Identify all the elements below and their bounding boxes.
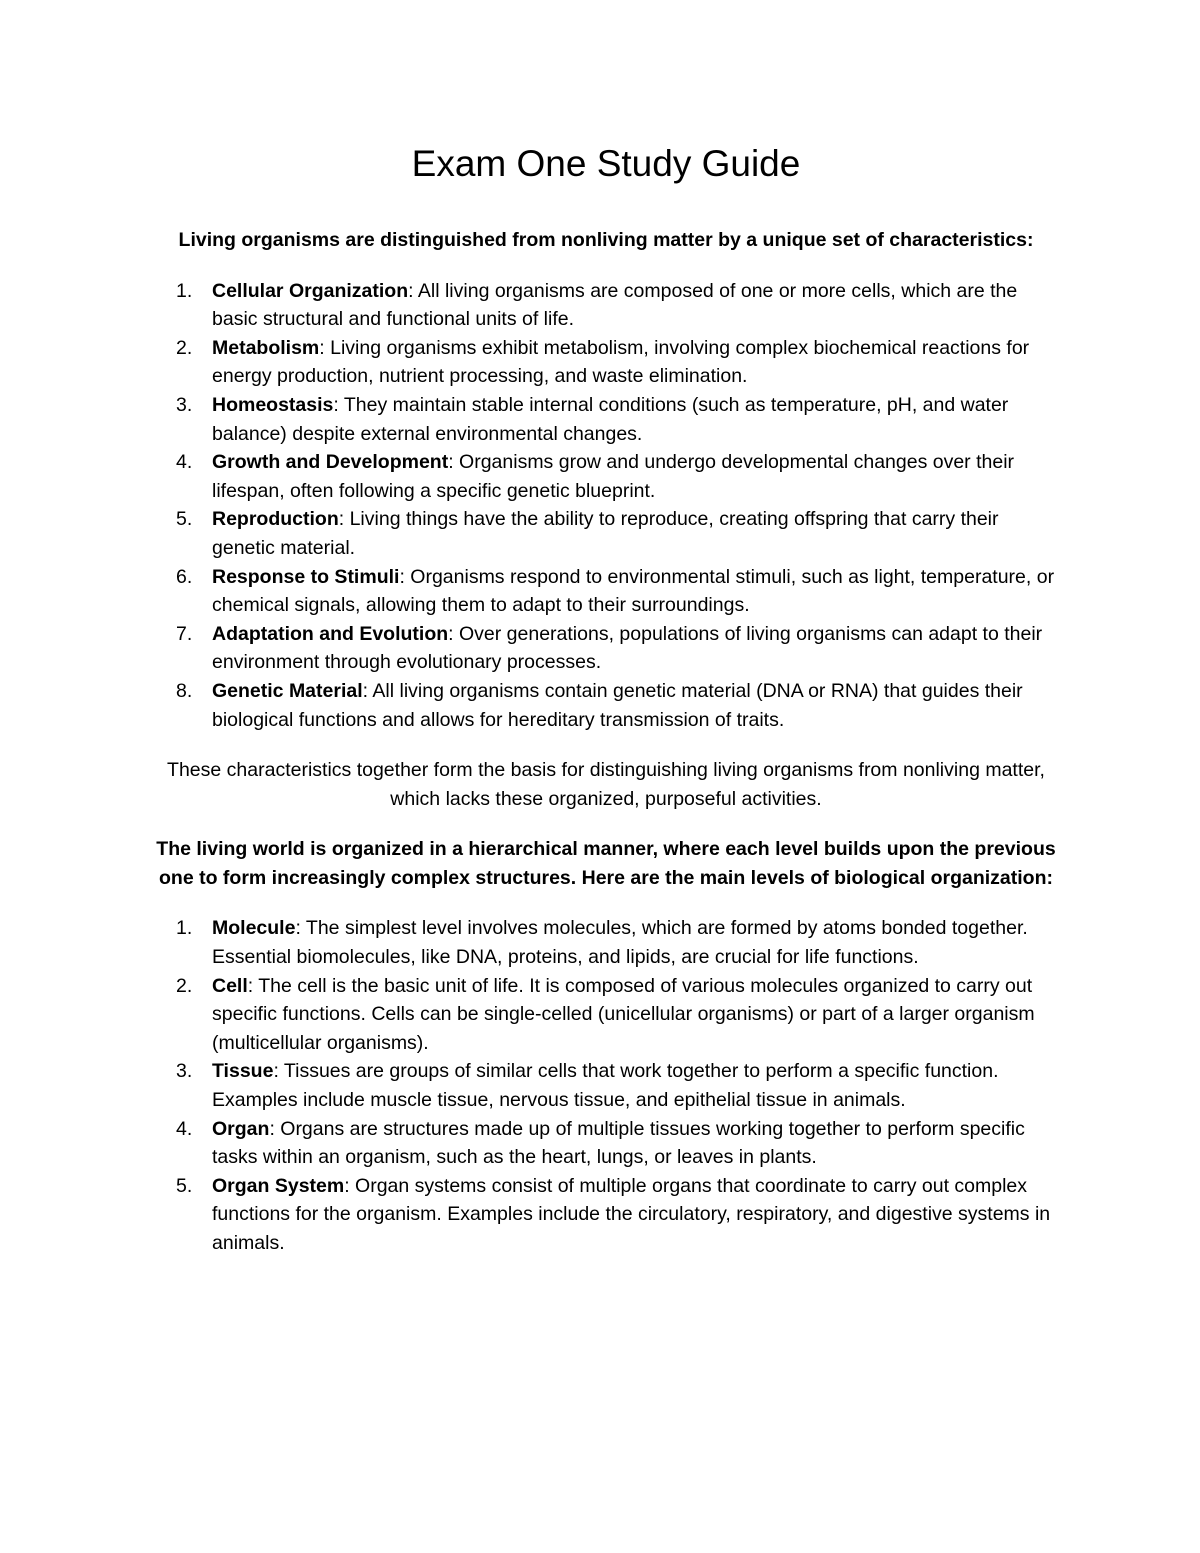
item-text: : The simplest level involves molecules, which are formed by atoms bonded together. Essential biomolecules, like DNA, proteins, and lipids, are crucial for life functions.: [212, 917, 1028, 969]
item-term: Homeostasis: [212, 393, 334, 416]
item-text: : Living things have the ability to reproduce, creating offspring that carry their genetic material.: [212, 508, 999, 559]
characteristics-list: [150, 277, 1062, 735]
list-item: [150, 277, 1062, 334]
item-number: 3.: [176, 1060, 193, 1083]
item-term: Genetic Material: [212, 679, 363, 702]
item-text: : All living organisms contain genetic material (DNA or RNA) that guides their biological functions and allows for hereditary transmission of traits.: [212, 679, 1023, 731]
list-item: [150, 620, 1062, 677]
item-term: Growth and Development: [212, 451, 449, 474]
page-title: Exam One Study Guide: [411, 143, 801, 184]
item-text: : Organs are structures made up of multiple tissues working together to perform specific tasks within an organism, such as the heart, lungs, or leaves in plants.: [212, 1117, 1025, 1169]
item-number: 4.: [176, 451, 193, 474]
item-text: : Tissues are groups of similar cells that work together to perform a specific function. Examples include muscle tissue, nervous tissue, and epithelial tissue in animals.: [212, 1060, 999, 1112]
item-text: : They maintain stable internal conditions (such as temperature, pH, and water balance) despite external environmental changes.: [212, 393, 1009, 445]
item-number: 2.: [176, 974, 193, 997]
item-term: Molecule: [212, 917, 296, 940]
list-item: [150, 914, 1062, 971]
item-number: 3.: [176, 393, 193, 416]
item-term: Metabolism: [212, 336, 320, 359]
item-term: Organ System: [212, 1174, 345, 1197]
item-term: Cellular Organization: [212, 279, 409, 302]
item-number: 2.: [176, 336, 193, 359]
item-text: : Living organisms exhibit metabolism, involving complex biochemical reactions for energy production, nutrient processing, and waste elimination.: [212, 336, 1030, 388]
item-text: : The cell is the basic unit of life. It is composed of various molecules organized to carry out specific functions. Cells can be single-celled (unicellular organisms) or part of a larger organism (multicellular organisms).: [212, 974, 1035, 1054]
list-item: [150, 677, 1062, 734]
item-number: 7.: [176, 622, 193, 645]
list-item: [150, 1172, 1062, 1258]
list-item: [150, 972, 1062, 1058]
item-text: : Organisms respond to environmental stimuli, such as light, temperature, or chemical signals, allowing them to adapt to their surroundings.: [212, 565, 1055, 617]
item-number: 5.: [176, 1174, 193, 1197]
document-page: [150, 138, 1062, 1258]
list-item: [150, 334, 1062, 391]
item-number: 6.: [176, 565, 193, 588]
item-term: Organ: [212, 1117, 270, 1140]
list-item: [150, 563, 1062, 620]
item-number: 1.: [176, 917, 193, 940]
item-term: Cell: [212, 974, 248, 997]
section1-summary: These characteristics together form the basis for distinguishing living organisms from nonliving matter, which lacks these organized, purposeful activities.: [167, 759, 1045, 810]
item-text: : Over generations, populations of living organisms can adapt to their environment through evolutionary processes.: [212, 622, 1043, 674]
organization-levels-list: [150, 914, 1062, 1257]
list-item: [150, 1115, 1062, 1172]
item-term: Adaptation and Evolution: [212, 622, 449, 645]
item-term: Response to Stimuli: [212, 565, 400, 588]
item-text: : Organisms grow and undergo developmental changes over their lifespan, often following a specific genetic blueprint.: [212, 451, 1015, 502]
list-item: [150, 448, 1062, 505]
item-text: : Organ systems consist of multiple organs that coordinate to carry out complex functions for the organism. Examples include the circulatory, respiratory, and digestive systems in animals.: [212, 1174, 1051, 1254]
item-term: Reproduction: [212, 508, 339, 531]
list-item: [150, 391, 1062, 448]
item-number: 1.: [176, 279, 193, 302]
section1-intro: Living organisms are distinguished from nonliving matter by a unique set of characteristics:: [178, 229, 1034, 251]
item-term: Tissue: [212, 1060, 274, 1083]
item-text: : All living organisms are composed of one or more cells, which are the basic structural and functional units of life.: [212, 279, 1018, 331]
list-item: [150, 505, 1062, 562]
item-number: 8.: [176, 679, 193, 702]
section2-intro: The living world is organized in a hierarchical manner, where each level builds upon the previous one to form increasingly complex structures. Here are the main levels of biological organization:: [156, 838, 1056, 889]
item-number: 4.: [176, 1117, 193, 1140]
item-number: 5.: [176, 508, 193, 531]
list-item: [150, 1057, 1062, 1114]
